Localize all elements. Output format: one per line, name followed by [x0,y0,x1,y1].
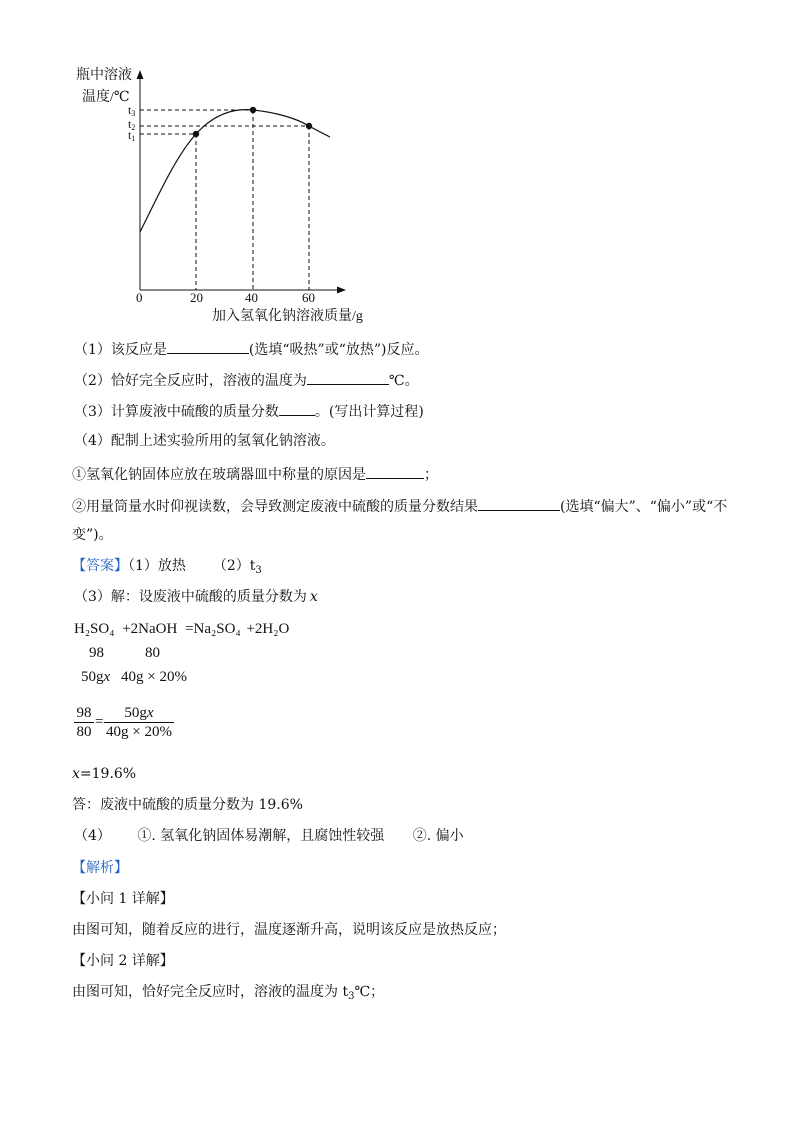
eq-h2o: +2H₂O [246,621,290,637]
fraction-left-numerator: 98 [74,704,94,723]
y-axis-label-line2: 温度/℃ [82,90,130,105]
y-axis-arrow [137,70,144,79]
result-line [72,765,136,783]
analysis-paragraph-2: 由图可知，恰好完全反应时，溶液的温度为 $t_3℃$； [72,984,385,1002]
point-x60-t2 [306,123,312,129]
y-tick-t3: t3 [128,103,136,118]
question-4a-blank [366,464,424,479]
analysis-heading-2: 【小问 2 详解】 [72,953,174,969]
question-4a [72,464,438,484]
question-4b-suffix: (选填“偏大”、“偏小”或“不 [560,499,728,515]
y-axis-label-line1: 瓶中溶液 [76,68,132,83]
answer-line [72,557,262,580]
answer-3-setup-text: （3）解：设废液中硫酸的质量分数为 [74,589,307,605]
result-value: =19.6% [79,766,137,782]
eq-h2so4: H₂SO₄ [74,621,115,637]
question-1-suffix: (选填“吸热”或“放热”)反应。 [248,342,429,358]
answer-4-part1: ①. 氢氧化钠固体易潮解，且腐蚀性较强 [137,828,385,844]
question-4-text: （4）配制上述实验所用的氢氧化钠溶液。 [74,433,335,449]
molar-mass-80: 80 [145,645,160,661]
conclusion-line: 答：废液中硫酸的质量分数为 19.6% [72,797,303,813]
question-4b-blank [478,496,560,511]
answer-tag: 【答案】 [72,558,128,574]
x-tick-40: 40 [245,290,258,305]
question-4b [72,496,727,516]
temperature-curve [140,110,330,232]
question-1 [74,339,428,359]
answer-3-setup-var: x [309,589,318,605]
question-4b-continuation-text: 变”)。 [72,527,113,543]
chemical-equation [74,620,289,638]
point-x40-t3 [250,107,256,113]
analysis-heading-1: 【小问 1 详解】 [72,891,174,907]
analysis-tag: 【解析】 [72,860,128,876]
answer-3-setup [74,588,318,606]
x-tick-20: 20 [190,290,203,305]
analysis-paragraph-1: 由图可知，随着反应的进行，温度逐渐升高，说明该反应是放热反应； [72,922,506,938]
mass-50gx: 50gx [81,669,111,685]
question-4b-prefix: ②用量筒量水时仰视读数，会导致测定废液中硫酸的质量分数结果 [72,499,478,515]
question-1-prefix: （1）该反应是 [74,342,167,358]
fraction-left [74,704,94,741]
reference-lines [140,110,309,290]
answer-4-part2: ②. 偏小 [412,828,464,844]
fraction-left-denominator: 80 [76,724,92,740]
answer-1: （1）放热 [128,558,186,574]
molar-mass-98: 98 [89,645,104,661]
question-3 [74,401,424,421]
x-axis-arrow [337,287,346,294]
fraction-right [104,704,174,741]
question-4b-continuation [72,526,113,544]
fraction-right-denominator: 40g × 20% [106,724,172,740]
mass-40g: 40g × 20% [121,669,187,685]
fraction-right-numerator: 50gx [104,704,174,723]
eq-na2so4: =Na₂SO₄ [185,621,241,637]
eq-naoh: +2NaOH [122,621,178,637]
question-3-blank [279,401,315,416]
question-2-prefix: （2）恰好完全反应时，溶液的温度为 [74,373,307,389]
question-2-blank [307,370,389,385]
y-tick-t1: t1 [128,128,136,143]
temperature-chart [0,0,793,330]
question-2 [74,370,419,390]
x-tick-0: 0 [136,290,143,305]
question-3-suffix: 。(写出计算过程) [314,404,424,420]
result-var: x [72,766,80,782]
answer-4-line [74,827,464,845]
answer-4-label: （4） [74,828,111,844]
question-4a-suffix: ； [424,467,438,483]
answer-2: $(2)t_3$ [212,558,262,576]
question-4a-prefix: ①氢氧化钠固体应放在玻璃器皿中称量的原因是 [72,467,366,483]
x-tick-60: 60 [302,290,315,305]
x-axis-label: 加入氢氧化钠溶液质量/g [212,309,363,324]
question-3-prefix: （3）计算废液中硫酸的质量分数 [74,404,279,420]
point-x20-t1 [193,131,199,137]
question-2-suffix: ℃。 [388,373,419,389]
y-tick-t2: t2 [128,117,136,132]
fraction-equals: = [95,714,104,730]
question-4 [74,432,335,450]
question-1-blank [167,339,249,354]
